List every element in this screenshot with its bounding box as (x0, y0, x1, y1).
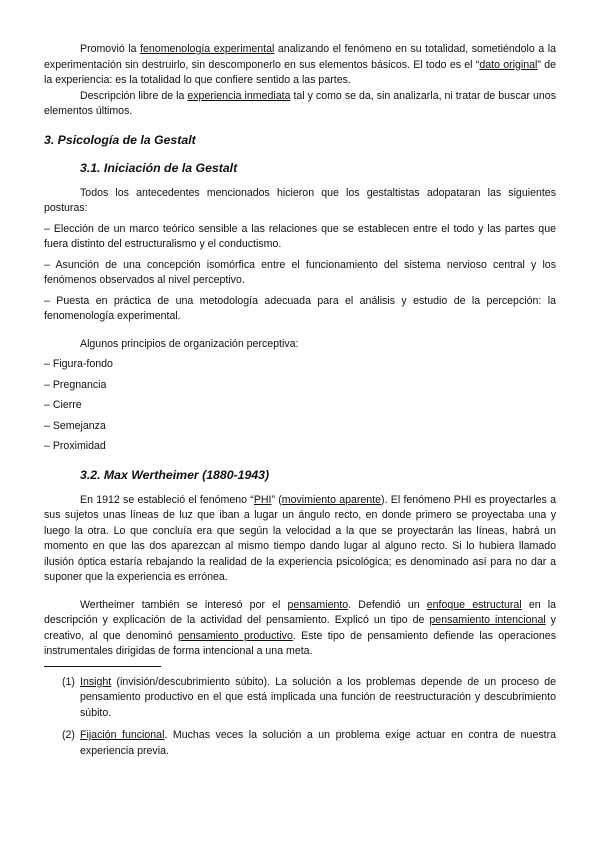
intro-paragraph-2 (44, 89, 556, 120)
section-3-1-heading: 3.1. Iniciación de la Gestalt (80, 160, 238, 175)
wertheimer-paragraph-2 (44, 598, 556, 660)
text-run: (invisión/descubrimiento súbito). La solución a los problemas depende de un proceso de pensamiento productivo en el que está implicada una función de reestructuración y descubrimiento súbito. (80, 675, 556, 719)
posture-item: – Asunción de una concepción isomórfica entre el funcionamiento del sistema nervioso central y los fenómenos observados al nivel perceptivo. (44, 258, 556, 286)
term-pensamiento: pensamiento (287, 598, 349, 611)
footnote-text (80, 728, 556, 759)
term-fijacion-funcional: Fijación funcional (80, 729, 165, 741)
wertheimer-paragraph-1 (44, 493, 556, 586)
text-run: En 1912 se estableció el fenómeno “ (80, 493, 254, 506)
text-run: y creativo, al que denominó (44, 614, 556, 642)
principles-lead: Algunos principios de organización perceptiva: (80, 337, 299, 350)
term-experiencia-inmediata: experiencia inmediata (187, 89, 291, 102)
term-fenomenologia-experimental: fenomenología experimental (140, 43, 275, 55)
principle-item: – Proximidad (44, 440, 106, 452)
text-run: ). El fenómeno PHI es proyectarles a sus sujetos unas líneas de luz que iban a lugar un ángulo recto, en donde primero se proyectaba una y luego la otra. Lo que concluía era que según la velocidad a la que se proyectarán las líneas, habrá un momento en que las dos aparezcan al mismo tiempo dando lugar al alguno recto. Si lo hubiera llamado ilusión óptica estaría rebajando la realidad de la experiencia psicológica; es denominado así para no dar a suponer que la experiencia es errónea. (44, 493, 556, 583)
text-run: tal y como se da, sin analizarla, ni tratar de buscar unos elementos últimos. (44, 89, 556, 117)
footnote-2 (44, 728, 556, 759)
principle-item: – Pregnancia (44, 378, 107, 391)
text-run: ” ( (271, 493, 282, 506)
footnote-1 (44, 675, 556, 722)
section-3-2-heading: 3.2. Max Wertheimer (1880-1943) (80, 467, 270, 482)
principle-item: – Figura-fondo (44, 358, 113, 370)
term-movimiento-aparente: movimiento aparente (281, 493, 382, 506)
term-pensamiento-productivo: pensamiento productivo (177, 629, 293, 642)
footnote-separator (44, 666, 161, 667)
document-page (44, 42, 556, 766)
intro-paragraph-1 (44, 42, 556, 89)
term-pensamiento-intencional: pensamiento intencional (429, 614, 546, 626)
text-run: en la descripción y explicación de la actividad del pensamiento. Explicó un tipo de (44, 598, 556, 626)
posture-item: – Puesta en práctica de una metodología adecuada para el análisis y estudio de la percepción: la fenomenología experimental. (44, 294, 556, 322)
text-run: ” de la experiencia: es la totalidad lo que confiere sentido a las partes. (44, 58, 556, 86)
section-3-1-lead: Todos los antecedentes mencionados hicieron que los gestaltistas adopataran las siguientes posturas: (44, 186, 556, 214)
term-dato-original: dato original (479, 58, 538, 71)
principle-item: – Cierre (44, 399, 82, 411)
footnote-number: (1) (62, 675, 75, 688)
text-run: . Defendió un (348, 598, 427, 611)
term-phi: PHI (253, 493, 272, 506)
text-run: Wertheimer también se interesó por el (80, 598, 288, 611)
text-run: . Muchas veces la solución a un problema exige actuar en contra de nuestra experiencia previa. (80, 729, 556, 757)
text-run: Descripción libre de la (80, 89, 188, 102)
footnote-number: (2) (62, 729, 75, 741)
text-run: analizando el fenómeno en su totalidad, sometiéndolo a la experimentación sin destruirlo, sin descomponerlo en sus elementos básicos. El todo es el “ (44, 43, 556, 71)
principle-item: – Semejanza (44, 419, 106, 432)
section-3-heading: 3. Psicología de la Gestalt (44, 132, 196, 147)
posture-item: – Elección de un marco teórico sensible a las relaciones que se establecen entre el todo y las partes que fuera distinto del estructuralismo y el conductismo. (44, 222, 556, 250)
text-run: . Este tipo de pensamiento defiende las operaciones instrumentales dirigidas de forma intencional a una meta. (44, 629, 556, 657)
text-run: Promovió la (80, 43, 141, 55)
term-enfoque-estructural: enfoque estructural (426, 598, 522, 611)
term-insight: Insight (80, 675, 112, 688)
footnote-text (80, 675, 556, 722)
